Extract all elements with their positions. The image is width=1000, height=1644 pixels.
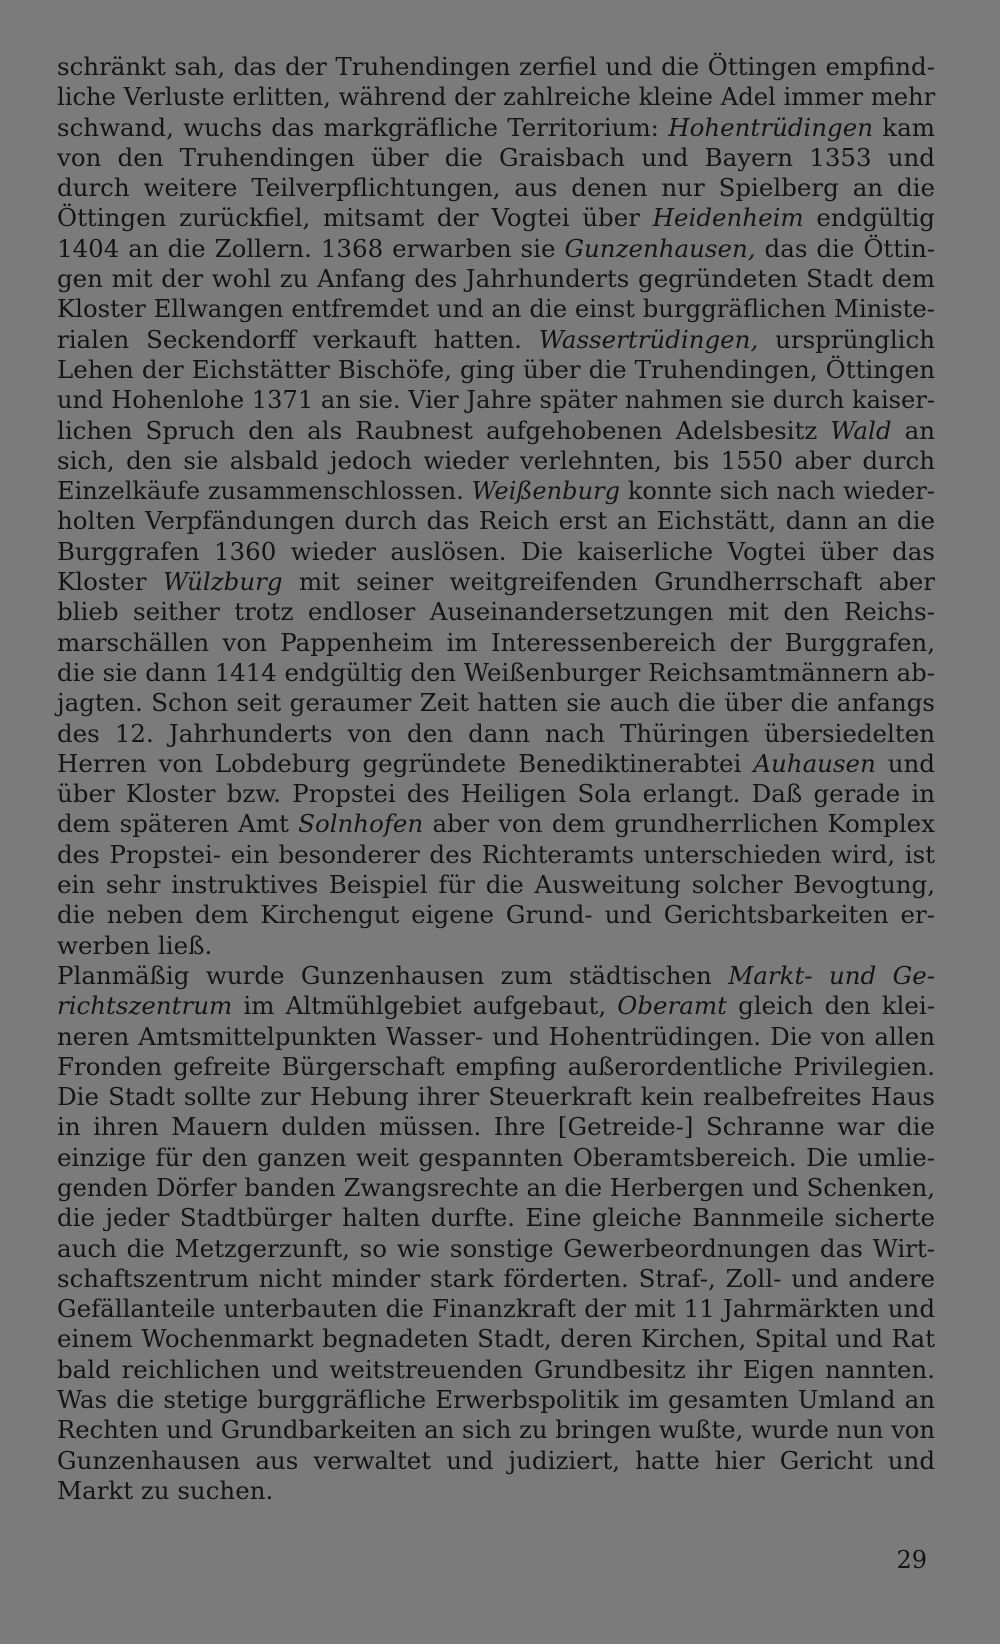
- text-line: [57, 567, 935, 597]
- text-segment: gleich den klei-: [726, 991, 935, 1021]
- text-segment: Rechten und Grundbarkeiten an sich zu bringen wußte, wurde nun von: [57, 1415, 936, 1445]
- text-segment: Die Stadt sollte zur Hebung ihrer Steuerkraft kein realbefreites Haus: [57, 1082, 935, 1112]
- text-line: [57, 931, 935, 961]
- text-segment: konnte sich nach wieder-: [620, 477, 935, 506]
- text-line: [57, 688, 935, 718]
- text-segment: Fronden gefreite Bürgerschaft empfing außerordentliche Privilegien.: [57, 1051, 935, 1081]
- text-line: [57, 234, 935, 264]
- text-line: [57, 1476, 935, 1506]
- text-segment: und Hohenlohe 1371 an sie. Vier Jahre später nahmen sie durch kaiser-: [57, 386, 935, 415]
- text-segment: des Propstei- ein besonderer des Richteramts unterschieden wird, ist: [57, 839, 935, 869]
- text-segment: und: [875, 748, 935, 778]
- italic-place-name: richtszentrum: [57, 991, 233, 1021]
- text-line: [57, 446, 935, 476]
- text-segment: Herren von Lobdeburg gegründete Benediktinerabtei: [57, 748, 754, 778]
- text-line: [57, 870, 935, 900]
- text-line: [57, 719, 935, 749]
- text-segment: Öttingen zurückfiel, mitsamt der Vogtei über: [57, 203, 653, 233]
- text-line: [57, 1173, 935, 1203]
- italic-place-name: Heidenheim: [652, 203, 804, 233]
- text-segment: bald reichlichen und weitstreuenden Grundbesitz ihr Eigen nannten.: [57, 1354, 935, 1384]
- text-line: [57, 173, 935, 203]
- text-segment: holten Verpfändungen durch das Reich erst an Eichstätt, dann an die: [57, 506, 935, 536]
- text-segment: von den Truhendingen über die Graisbach und Bayern 1353 und: [57, 142, 935, 172]
- text-line: [57, 1143, 935, 1173]
- text-segment: die neben dem Kirchengut eigene Grund- und Gerichtsbarkeiten er-: [57, 900, 935, 930]
- text-segment: Kloster Ellwangen entfremdet und an die einst burggräflichen Ministe-: [57, 294, 935, 324]
- text-segment: Gunzenhausen aus verwaltet und judiziert, hatte hier Gericht und: [57, 1445, 935, 1475]
- text-segment: Was die stetige burggräfliche Erwerbspolitik im gesamten Umland an: [57, 1385, 935, 1415]
- text-segment: einzige für den ganzen weit gespannten Oberamtsbereich. Die umlie-: [57, 1142, 935, 1172]
- italic-place-name: Markt- und Ge-: [728, 960, 935, 990]
- text-line: [57, 1415, 935, 1445]
- text-segment: Burggrafen 1360 wieder auslösen. Die kaiserliche Vogtei über das: [57, 536, 935, 566]
- text-segment: Markt zu suchen.: [57, 1475, 274, 1505]
- text-line: [57, 1022, 935, 1052]
- text-segment: lichen Spruch den als Raubnest aufgehobenen Adelsbesitz: [57, 415, 831, 445]
- text-segment: Lehen der Eichstätter Bischöfe, ging über die Truhendingen, Öttingen: [57, 354, 935, 384]
- italic-place-name: Wülzburg: [162, 567, 283, 597]
- text-line: [57, 506, 935, 536]
- text-line: [57, 628, 935, 658]
- text-line: [57, 385, 935, 415]
- text-segment: Planmäßig wurde Gunzenhausen zum städtischen: [57, 960, 729, 990]
- text-segment: ein sehr instruktives Beispiel für die Ausweitung solcher Bevogtung,: [57, 870, 935, 900]
- text-segment: in ihren Mauern dulden müssen. Ihre [Getreide-] Schranne war die: [57, 1112, 935, 1142]
- text-line: [57, 1112, 935, 1142]
- italic-place-name: Wassertrüdingen,: [538, 324, 759, 354]
- text-segment: werben ließ.: [57, 930, 213, 960]
- text-segment: 1404 an die Zollern. 1368 erwarben sie: [57, 233, 565, 263]
- text-line: [57, 416, 935, 446]
- text-segment: Einzelkäufe zusammenschlossen.: [57, 477, 472, 506]
- text-line: [57, 597, 935, 627]
- text-line: [57, 840, 935, 870]
- text-segment: neren Amtsmittelpunkten Wasser- und Hohentrüdingen. Die von allen: [57, 1021, 935, 1051]
- text-segment: blieb seither trotz endloser Auseinandersetzungen mit den Reichs-: [57, 597, 935, 627]
- text-segment: die jeder Stadtbürger halten durfte. Eine gleiche Bannmeile sicherte: [57, 1203, 935, 1233]
- text-line: [57, 1264, 935, 1294]
- text-segment: sich, den sie alsbald jedoch wieder verlehnten, bis 1550 aber durch: [57, 445, 935, 475]
- page-body-text: [57, 52, 935, 1506]
- italic-place-name: Auhausen: [753, 748, 876, 778]
- text-segment: schränkt sah, das der Truhendingen zerfiel und die Öttingen empfind-: [57, 52, 935, 81]
- text-line: [57, 900, 935, 930]
- italic-place-name: Weißenburg: [471, 477, 621, 506]
- text-segment: über Kloster bzw. Propstei des Heiligen Sola erlangt. Daß gerade in: [57, 779, 935, 809]
- text-segment: im Altmühlgebiet aufgebaut,: [232, 991, 618, 1021]
- text-line: [57, 749, 935, 779]
- text-segment: Gefällanteile unterbauten die Finanzkraft der mit 11 Jahrmärkten und: [57, 1294, 935, 1324]
- text-segment: jagten. Schon seit geraumer Zeit hatten sie auch die über die anfangs: [57, 688, 935, 718]
- text-line: [57, 1385, 935, 1415]
- text-segment: einem Wochenmarkt begnadeten Stadt, deren Kirchen, Spital und Rat: [57, 1324, 935, 1354]
- text-line: [57, 1324, 935, 1354]
- text-line: [57, 1355, 935, 1385]
- text-segment: an: [891, 415, 935, 445]
- paragraph-2: [57, 961, 935, 1506]
- text-segment: liche Verluste erlitten, während der zahlreiche kleine Adel immer mehr: [57, 83, 936, 112]
- text-segment: marschällen von Pappenheim im Interessenbereich der Burggrafen,: [57, 627, 935, 657]
- text-segment: ursprünglich: [758, 324, 935, 354]
- italic-place-name: Solnhofen: [298, 809, 424, 839]
- text-line: [57, 1052, 935, 1082]
- text-line: [57, 294, 935, 324]
- text-segment: kam: [873, 112, 935, 142]
- text-line: [57, 1203, 935, 1233]
- text-segment: die sie dann 1414 endgültig den Weißenburger Reichsamtmännern ab-: [57, 657, 935, 687]
- text-segment: durch weitere Teilverpflichtungen, aus denen nur Spielberg an die: [57, 173, 935, 203]
- text-line: [57, 779, 935, 809]
- text-line: [57, 113, 935, 143]
- text-line: [57, 52, 935, 82]
- text-segment: schwand, wuchs das markgräfliche Territorium:: [57, 112, 669, 142]
- text-line: [57, 143, 935, 173]
- text-segment: genden Dörfer banden Zwangsrechte an die Herbergen und Schenken,: [57, 1172, 935, 1202]
- text-segment: Kloster: [57, 567, 163, 597]
- text-line: [57, 537, 935, 567]
- text-line: [57, 809, 935, 839]
- italic-place-name: Gunzenhausen,: [564, 233, 756, 263]
- italic-place-name: Wald: [830, 415, 892, 445]
- text-line: [57, 355, 935, 385]
- italic-place-name: Hohentrüdingen: [668, 112, 874, 142]
- text-line: [57, 476, 935, 506]
- text-segment: auch die Metzgerzunft, so wie sonstige Gewerbeordnungen das Wirt-: [57, 1233, 935, 1263]
- text-line: [57, 991, 935, 1021]
- text-segment: aber von dem grundherrlichen Komplex: [423, 809, 935, 839]
- text-line: [57, 1234, 935, 1264]
- text-line: [57, 325, 935, 355]
- text-line: [57, 1294, 935, 1324]
- text-line: [57, 1446, 935, 1476]
- text-line: [57, 1082, 935, 1112]
- page-number: 29: [896, 1546, 927, 1574]
- text-segment: mit seiner weitgreifenden Grundherrschaft aber: [282, 567, 935, 597]
- text-line: [57, 961, 935, 991]
- text-segment: des 12. Jahrhunderts von den dann nach Thüringen übersiedelten: [57, 718, 935, 748]
- text-line: [57, 203, 935, 233]
- text-segment: gen mit der wohl zu Anfang des Jahrhunderts gegründeten Stadt dem: [57, 264, 935, 294]
- italic-place-name: Oberamt: [617, 991, 727, 1021]
- text-line: [57, 658, 935, 688]
- text-segment: endgültig: [803, 203, 935, 233]
- text-segment: das die Öttin-: [755, 233, 935, 263]
- text-segment: rialen Seckendorff verkauft hatten.: [57, 324, 539, 354]
- text-line: [57, 264, 935, 294]
- text-segment: dem späteren Amt: [57, 809, 299, 839]
- text-segment: schaftszentrum nicht minder stark förderten. Straf-, Zoll- und andere: [57, 1263, 935, 1293]
- paragraph-1: [57, 52, 935, 961]
- text-line: [57, 82, 935, 112]
